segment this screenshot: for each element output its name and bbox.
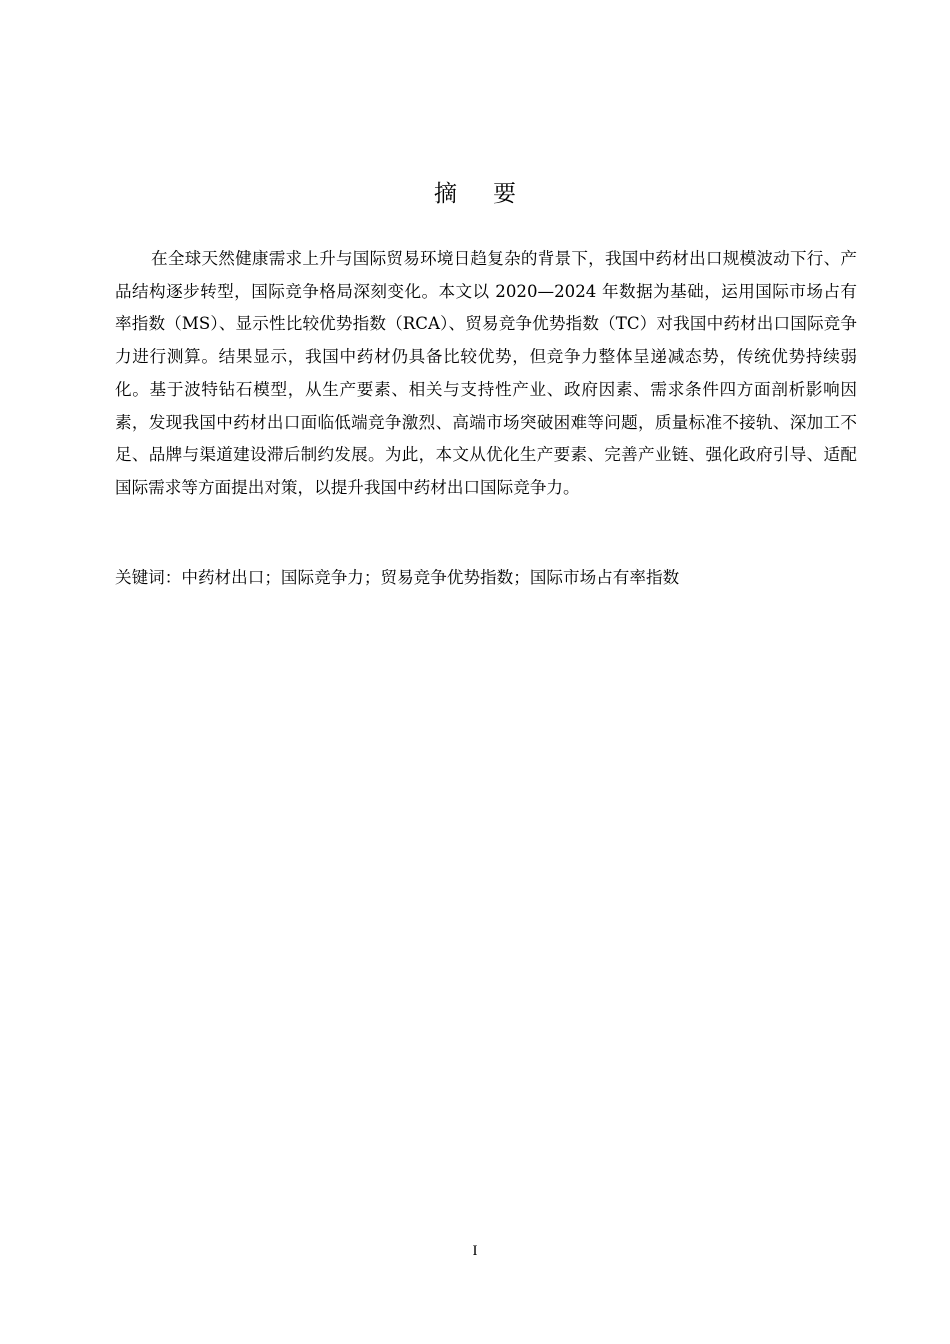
keywords-label: 关键词： [115,568,182,587]
abstract-title: 摘要 [434,181,552,207]
page-number: I [472,1243,478,1259]
keywords-line [115,562,857,594]
abstract-body: 在全球天然健康需求上升与国际贸易环境日趋复杂的背景下，我国中药材出口规模波动下行、产品结构逐步转型，国际竞争格局深刻变化。本文以 2020—2024 年数据为基础，运用国际市场占有率指数（MS）、显示性比较优势指数（RCA）、贸易竞争优势指数（TC）对我国中药材出口国际竞争力进行测算。结果显示，我国中药材仍具备比较优势，但竞争力整体呈递减态势，传统优势持续弱化。基于波特钻石模型，从生产要素、相关与支持性产业、政府因素、需求条件四方面剖析影响因素，发现我国中药材出口面临低端竞争激烈、高端市场突破困难等问题，质量标准不接轨、深加工不足、品牌与渠道建设滞后制约发展。为此，本文从优化生产要素、完善产业链、强化政府引导、适配国际需求等方面提出对策，以提升我国中药材出口国际竞争力。 [115,249,857,497]
keywords-text: 中药材出口；国际竞争力；贸易竞争优势指数；国际市场占有率指数 [181,568,680,587]
